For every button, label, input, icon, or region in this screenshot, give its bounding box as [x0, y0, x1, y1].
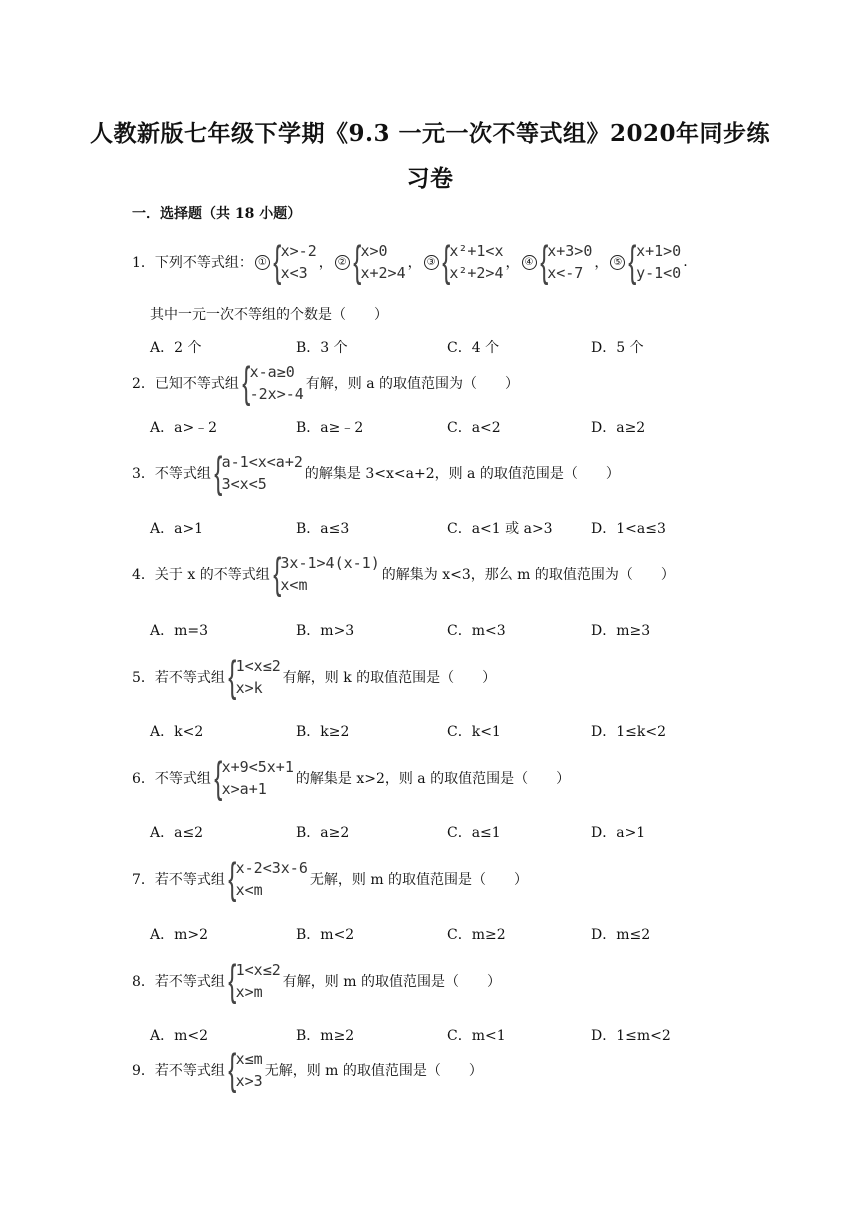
option-b: B．m≥2	[296, 1028, 355, 1044]
system-line: x+1>0	[636, 242, 682, 260]
system-line: x<m	[235, 881, 263, 899]
question-tail: 的解集是 3<x<a+2，则 a 的取值范围是（ ）	[304, 466, 620, 482]
option-d: D．5 个	[591, 340, 644, 356]
option-c: C．k<1	[447, 724, 501, 740]
document-title-line2: 习卷	[406, 165, 454, 192]
question-9	[132, 1045, 483, 1094]
system-line: x<m	[280, 576, 308, 594]
question-8	[132, 956, 501, 1005]
inequality-system-2	[352, 237, 406, 286]
inequality-system	[227, 956, 281, 1005]
inequality-system	[227, 854, 308, 903]
option-c: C．m<1	[447, 1028, 506, 1044]
system-line: x-a≥0	[249, 363, 295, 381]
question-label: 6．不等式组	[132, 771, 211, 787]
option-d: D．a>1	[591, 825, 646, 841]
system-line: x+3>0	[547, 242, 593, 260]
option-a: A．m<2	[150, 1028, 209, 1044]
system-line: x<-7	[547, 264, 584, 282]
question-3	[132, 448, 620, 497]
option-b: B．a≥2	[296, 825, 350, 841]
option-c: C．m<3	[447, 623, 506, 639]
question-label: 4．关于 x 的不等式组	[132, 567, 270, 583]
left-brace-icon: {	[273, 237, 282, 286]
system-line: x>0	[360, 242, 388, 260]
left-brace-icon: {	[228, 854, 237, 903]
option-b: B．a≤3	[296, 521, 350, 537]
system-line: x+2>4	[360, 264, 406, 282]
inequality-system	[213, 448, 303, 497]
question-2	[132, 358, 520, 407]
option-c: C．a<2	[447, 420, 501, 436]
option-d: D．m≤2	[591, 927, 651, 943]
system-line: y-1<0	[636, 264, 682, 282]
system-line: x>a+1	[221, 780, 267, 798]
question-4	[132, 549, 675, 598]
inequality-system-1	[272, 237, 317, 286]
option-b: B．m>3	[296, 623, 355, 639]
system-line: 1<x≤2	[235, 961, 281, 979]
option-c: C．a<1 或 a>3	[447, 521, 553, 537]
inequality-system	[227, 652, 281, 701]
system-line: 3<x<5	[221, 475, 267, 493]
question-tail: 的解集是 x>2，则 a 的取值范围是（ ）	[295, 771, 571, 787]
system-line: x>-2	[280, 242, 317, 260]
option-a: A．a≤2	[150, 825, 204, 841]
question-3-options	[150, 518, 710, 538]
inequality-system	[213, 753, 294, 802]
left-brace-icon: {	[441, 237, 451, 286]
system-line: x<3	[280, 264, 308, 282]
option-a: A．k<2	[150, 724, 204, 740]
system-line: x>m	[235, 983, 263, 1001]
document-title-line1: 人教新版七年级下学期《9.3 一元一次不等式组》2020年同步练	[89, 120, 771, 147]
system-line: 3x-1>4(x-1)	[280, 554, 380, 572]
inequality-system	[227, 1045, 263, 1094]
question-label: 5．若不等式组	[132, 670, 225, 686]
circle-number-1: ①	[255, 255, 270, 270]
question-1-options	[150, 337, 710, 357]
option-d: D．1≤m<2	[591, 1028, 671, 1044]
option-c: C．a≤1	[447, 825, 501, 841]
inequality-system	[241, 358, 304, 407]
option-b: B．3 个	[296, 340, 348, 356]
question-1: 1．下列不等式组： ① { x>-2 x<3 ， ② { x>0 x+2>4 ， ③ { x²+1<x x²+2>4 ， ④ { x+3>0 x<-7 ， ⑤ { x+1>0 y-1<0 .	[132, 237, 688, 286]
question-tail: 有解，则 a 的取值范围为（ ）	[305, 376, 520, 392]
inequality-system	[272, 549, 380, 598]
left-brace-icon: {	[214, 753, 223, 802]
question-5	[132, 652, 497, 701]
option-d: D．m≥3	[591, 623, 651, 639]
option-a: A．a>1	[150, 521, 204, 537]
question-7	[132, 854, 529, 903]
question-tail: 无解，则 m 的取值范围是（ ）	[264, 1063, 483, 1079]
question-5-options	[150, 721, 710, 741]
left-brace-icon: {	[228, 956, 237, 1005]
circle-number-4: ④	[522, 255, 537, 270]
system-line: -2x>-4	[249, 385, 304, 403]
system-line: x>3	[235, 1072, 263, 1090]
question-2-options	[150, 417, 710, 437]
question-6-options	[150, 822, 710, 842]
question-7-options	[150, 924, 710, 944]
option-a: A．a>﹣2	[150, 420, 218, 436]
system-line: x²+2>4	[449, 264, 504, 282]
system-line: x+9<5x+1	[221, 758, 294, 776]
circle-number-3: ③	[424, 255, 439, 270]
option-d: D．1<a≤3	[591, 521, 666, 537]
question-8-options	[150, 1025, 710, 1045]
question-label: 3．不等式组	[132, 466, 211, 482]
option-c: C．4 个	[447, 340, 500, 356]
system-line: x²+1<x	[449, 242, 504, 260]
left-brace-icon: {	[539, 237, 548, 286]
question-label: 7．若不等式组	[132, 872, 225, 888]
option-d: D．1≤k<2	[591, 724, 666, 740]
question-tail: 无解，则 m 的取值范围是（ ）	[309, 872, 529, 888]
question-tail: 有解，则 m 的取值范围是（ ）	[282, 974, 501, 990]
question-tail: 有解，则 k 的取值范围是（ ）	[282, 670, 497, 686]
option-c: C．m≥2	[447, 927, 506, 943]
system-line: a-1<x<a+2	[221, 453, 303, 471]
circle-number-2: ②	[335, 255, 350, 270]
system-line: x-2<3x-6	[235, 859, 308, 877]
question-6	[132, 753, 571, 802]
left-brace-icon: {	[273, 549, 282, 598]
option-b: B．k≥2	[296, 724, 350, 740]
option-a: A．2 个	[150, 340, 202, 356]
option-b: B．m<2	[296, 927, 355, 943]
system-line: 1<x≤2	[235, 657, 281, 675]
inequality-system-4	[539, 237, 593, 286]
question-tail: 的解集为 x<3，那么 m 的取值范围为（ ）	[381, 567, 675, 583]
option-a: A．m=3	[150, 623, 209, 639]
question-label: 2．已知不等式组	[132, 376, 239, 392]
question-4-options	[150, 620, 710, 640]
left-brace-icon: {	[228, 652, 237, 701]
option-b: B．a≥﹣2	[296, 420, 364, 436]
left-brace-icon: {	[242, 358, 251, 407]
question-label: 9．若不等式组	[132, 1063, 225, 1079]
section-heading: 一．选择题（共 18 小题）	[132, 206, 302, 222]
system-line: x≤m	[235, 1050, 263, 1068]
option-a: A．m>2	[150, 927, 209, 943]
question-label: 8．若不等式组	[132, 974, 225, 990]
option-d: D．a≥2	[591, 420, 646, 436]
left-brace-icon: {	[228, 1045, 237, 1094]
system-line: x>k	[235, 679, 263, 697]
circle-number-5: ⑤	[610, 255, 625, 270]
left-brace-icon: {	[214, 448, 223, 497]
inequality-system-5	[627, 237, 682, 286]
question-1-label: 1．下列不等式组：	[132, 255, 253, 271]
question-1-note: 其中一元一次不等组的个数是（ ）	[150, 307, 388, 323]
inequality-system-3	[441, 237, 504, 286]
left-brace-icon: {	[353, 237, 362, 286]
left-brace-icon: {	[628, 237, 637, 286]
